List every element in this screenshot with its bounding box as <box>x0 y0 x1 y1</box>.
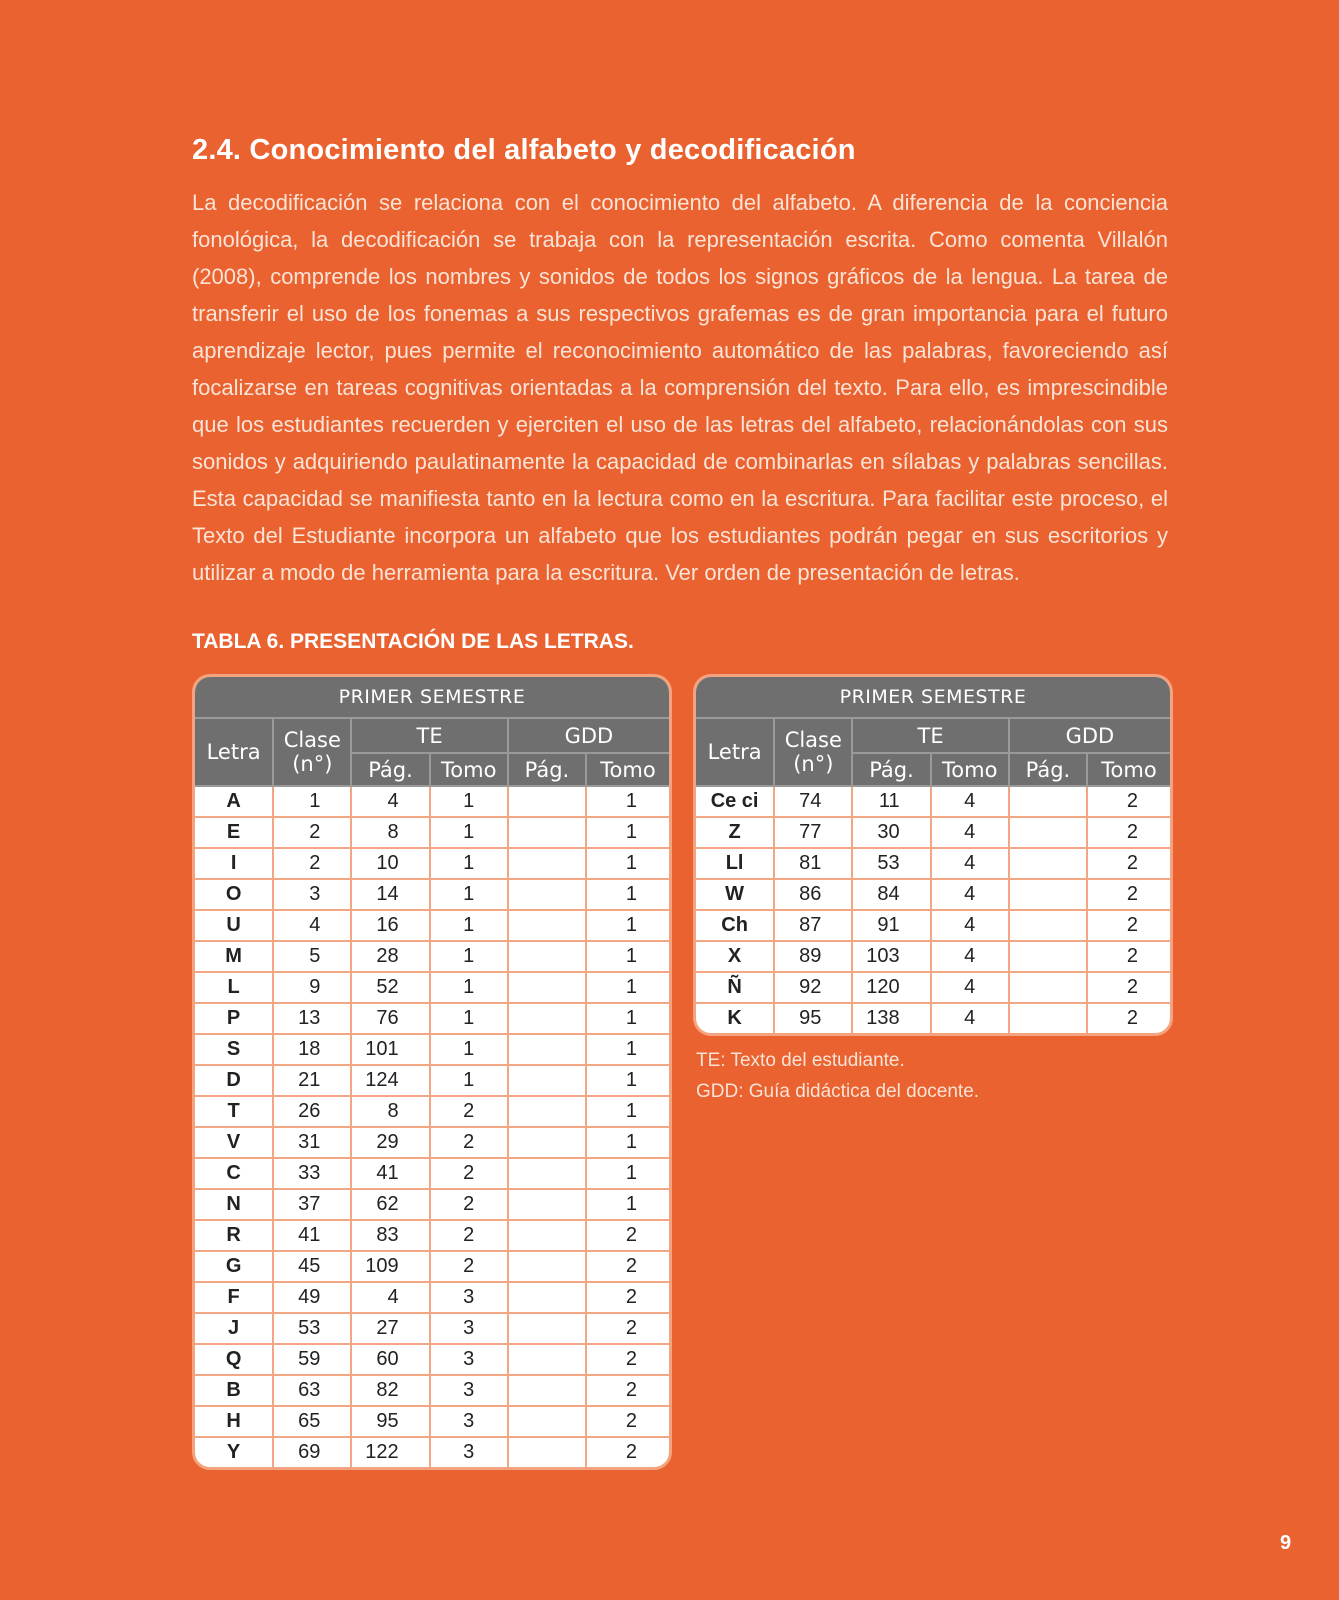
clase-label: Clase <box>283 728 341 752</box>
cell-clase: 87 <box>774 910 852 941</box>
table-row <box>696 1003 1170 1033</box>
table-row <box>195 879 669 910</box>
cell-gdd-pag <box>508 1127 586 1158</box>
cell-clase: 2 <box>273 817 351 848</box>
cell-clase: 26 <box>273 1096 351 1127</box>
cell-letra: J <box>195 1313 273 1344</box>
col-te-header: TE <box>351 718 507 753</box>
cell-te-tomo: 1 <box>430 848 508 879</box>
table-row <box>195 1313 669 1344</box>
table-row <box>195 1189 669 1220</box>
cell-gdd-tomo: 2 <box>586 1313 669 1344</box>
table-row <box>195 1034 669 1065</box>
col-te-pag-header: Pág. <box>351 753 429 786</box>
cell-te-tomo: 2 <box>430 1220 508 1251</box>
cell-gdd-pag <box>508 879 586 910</box>
cell-letra: D <box>195 1065 273 1096</box>
letters-table-left <box>192 674 672 1470</box>
cell-gdd-pag <box>508 1003 586 1034</box>
cell-te-pag: 91 <box>852 910 930 941</box>
cell-te-pag: 76 <box>351 1003 429 1034</box>
cell-gdd-pag <box>508 1437 586 1467</box>
cell-clase: 2 <box>273 848 351 879</box>
cell-te-pag: 8 <box>351 817 429 848</box>
clase-unit: (n°) <box>292 752 333 776</box>
cell-gdd-pag <box>508 1034 586 1065</box>
cell-gdd-pag <box>1009 786 1087 817</box>
cell-letra: A <box>195 786 273 817</box>
cell-gdd-tomo: 2 <box>586 1344 669 1375</box>
col-clase-header <box>273 718 351 786</box>
table-row <box>195 1127 669 1158</box>
cell-te-tomo: 3 <box>430 1437 508 1467</box>
cell-gdd-tomo: 2 <box>586 1406 669 1437</box>
cell-gdd-tomo: 1 <box>586 1189 669 1220</box>
col-letra-header: Letra <box>195 718 273 786</box>
cell-gdd-tomo: 1 <box>586 817 669 848</box>
cell-te-tomo: 4 <box>931 817 1009 848</box>
cell-te-tomo: 1 <box>430 1065 508 1096</box>
cell-te-pag: 124 <box>351 1065 429 1096</box>
cell-clase: 74 <box>774 786 852 817</box>
cell-te-pag: 53 <box>852 848 930 879</box>
cell-letra: C <box>195 1158 273 1189</box>
table-row <box>696 910 1170 941</box>
cell-clase: 92 <box>774 972 852 1003</box>
cell-gdd-pag <box>508 1375 586 1406</box>
cell-gdd-pag <box>1009 848 1087 879</box>
table-right-body <box>696 786 1170 1033</box>
cell-letra: I <box>195 848 273 879</box>
cell-te-pag: 4 <box>351 786 429 817</box>
cell-te-tomo: 1 <box>430 1003 508 1034</box>
cell-gdd-pag <box>1009 910 1087 941</box>
cell-te-tomo: 3 <box>430 1375 508 1406</box>
cell-clase: 9 <box>273 972 351 1003</box>
cell-clase: 63 <box>273 1375 351 1406</box>
cell-te-tomo: 2 <box>430 1096 508 1127</box>
cell-gdd-tomo: 2 <box>586 1282 669 1313</box>
cell-clase: 3 <box>273 879 351 910</box>
table-row <box>696 972 1170 1003</box>
cell-gdd-tomo: 2 <box>1087 910 1170 941</box>
cell-gdd-tomo: 2 <box>586 1437 669 1467</box>
cell-clase: 13 <box>273 1003 351 1034</box>
cell-te-tomo: 1 <box>430 941 508 972</box>
cell-clase: 65 <box>273 1406 351 1437</box>
table-row <box>195 972 669 1003</box>
cell-te-tomo: 3 <box>430 1313 508 1344</box>
cell-clase: 18 <box>273 1034 351 1065</box>
col-gdd-pag-header: Pág. <box>1009 753 1087 786</box>
table-row <box>195 910 669 941</box>
cell-gdd-tomo: 1 <box>586 1003 669 1034</box>
cell-clase: 5 <box>273 941 351 972</box>
cell-letra: K <box>696 1003 774 1033</box>
note-gdd: GDD: Guía didáctica del docente. <box>696 1081 980 1102</box>
table-row <box>195 1406 669 1437</box>
cell-te-pag: 41 <box>351 1158 429 1189</box>
cell-te-tomo: 4 <box>931 910 1009 941</box>
table-row <box>195 1437 669 1467</box>
cell-clase: 86 <box>774 879 852 910</box>
cell-gdd-tomo: 2 <box>1087 879 1170 910</box>
cell-gdd-tomo: 2 <box>1087 817 1170 848</box>
cell-clase: 41 <box>273 1220 351 1251</box>
cell-te-pag: 101 <box>351 1034 429 1065</box>
cell-te-tomo: 3 <box>430 1282 508 1313</box>
cell-letra: Ce ci <box>696 786 774 817</box>
table-caption: TABLA 6. PRESENTACIÓN DE LAS LETRAS. <box>192 630 634 653</box>
cell-clase: 95 <box>774 1003 852 1033</box>
cell-te-pag: 82 <box>351 1375 429 1406</box>
cell-te-pag: 16 <box>351 910 429 941</box>
cell-te-pag: 11 <box>852 786 930 817</box>
clase-label: Clase <box>784 728 842 752</box>
cell-letra: Ñ <box>696 972 774 1003</box>
cell-clase: 45 <box>273 1251 351 1282</box>
cell-te-pag: 103 <box>852 941 930 972</box>
cell-te-tomo: 4 <box>931 786 1009 817</box>
table-row <box>195 817 669 848</box>
cell-gdd-tomo: 1 <box>586 941 669 972</box>
col-gdd-pag-header: Pág. <box>508 753 586 786</box>
cell-gdd-tomo: 1 <box>586 910 669 941</box>
letters-table-right <box>693 674 1173 1036</box>
cell-gdd-tomo: 1 <box>586 1127 669 1158</box>
cell-gdd-pag <box>508 786 586 817</box>
col-gdd-header: GDD <box>508 718 669 753</box>
cell-clase: 89 <box>774 941 852 972</box>
table-row <box>195 848 669 879</box>
cell-gdd-pag <box>1009 1003 1087 1033</box>
cell-gdd-pag <box>508 910 586 941</box>
cell-te-tomo: 4 <box>931 879 1009 910</box>
cell-te-tomo: 3 <box>430 1344 508 1375</box>
cell-te-pag: 83 <box>351 1220 429 1251</box>
table-row <box>195 1251 669 1282</box>
table-row <box>195 1344 669 1375</box>
col-te-pag-header: Pág. <box>852 753 930 786</box>
cell-gdd-tomo: 2 <box>1087 1003 1170 1033</box>
cell-clase: 37 <box>273 1189 351 1220</box>
note-te: TE: Texto del estudiante. <box>696 1050 905 1071</box>
cell-te-pag: 120 <box>852 972 930 1003</box>
cell-gdd-pag <box>508 817 586 848</box>
cell-te-tomo: 1 <box>430 1034 508 1065</box>
cell-te-tomo: 2 <box>430 1158 508 1189</box>
cell-te-tomo: 2 <box>430 1251 508 1282</box>
cell-te-pag: 4 <box>351 1282 429 1313</box>
cell-te-pag: 14 <box>351 879 429 910</box>
cell-te-pag: 138 <box>852 1003 930 1033</box>
body-paragraph: La decodificación se relaciona con el conocimiento del alfabeto. A diferencia de la conciencia fonológica, la decodificación se trabaja con la representación escrita. Como comenta Villalón (2008), comprende los nombres y sonidos de todos los signos gráficos de la lengua. La tarea de transferir el uso de los fonemas a sus respectivos grafemas es de gran importancia para el futuro aprendizaje lector, pues permite el reconocimiento automático de las palabras, favoreciendo así focalizarse en tareas cognitivas orientadas a la comprensión del texto. Para ello, es imprescindible que los estudiantes recuerden y ejerciten el uso de las letras del alfabeto, relacionándolas con sus sonidos y adquiriendo paulatinamente la capacidad de combinarlas en sílabas y palabras sencillas. Esta capacidad se manifiesta tanto en la lectura como en la escritura. Para facilitar este proceso, el Texto del Estudiante incorpora un alfabeto que los estudiantes podrán pegar en sus escritorios y utilizar a modo de herramienta para la escritura. Ver orden de presentación de letras. <box>192 190 1168 585</box>
table-row <box>696 848 1170 879</box>
cell-te-pag: 29 <box>351 1127 429 1158</box>
cell-gdd-tomo: 2 <box>586 1251 669 1282</box>
cell-clase: 69 <box>273 1437 351 1467</box>
table-row <box>696 879 1170 910</box>
cell-gdd-tomo: 1 <box>586 786 669 817</box>
cell-gdd-pag <box>1009 941 1087 972</box>
semester-header: PRIMER SEMESTRE <box>195 677 669 718</box>
cell-letra: P <box>195 1003 273 1034</box>
cell-gdd-pag <box>508 1065 586 1096</box>
cell-gdd-tomo: 2 <box>1087 786 1170 817</box>
cell-clase: 21 <box>273 1065 351 1096</box>
cell-gdd-tomo: 1 <box>586 972 669 1003</box>
cell-gdd-pag <box>508 1220 586 1251</box>
cell-letra: B <box>195 1375 273 1406</box>
cell-letra: M <box>195 941 273 972</box>
cell-te-tomo: 3 <box>430 1406 508 1437</box>
table-row <box>195 1220 669 1251</box>
cell-gdd-pag <box>1009 879 1087 910</box>
cell-te-tomo: 1 <box>430 786 508 817</box>
cell-letra: Ch <box>696 910 774 941</box>
cell-te-pag: 28 <box>351 941 429 972</box>
cell-letra: W <box>696 879 774 910</box>
col-letra-header: Letra <box>696 718 774 786</box>
col-clase-header <box>774 718 852 786</box>
cell-te-pag: 62 <box>351 1189 429 1220</box>
cell-clase: 1 <box>273 786 351 817</box>
cell-letra: S <box>195 1034 273 1065</box>
cell-te-tomo: 4 <box>931 941 1009 972</box>
cell-letra: U <box>195 910 273 941</box>
clase-unit: (n°) <box>793 752 834 776</box>
cell-te-pag: 60 <box>351 1344 429 1375</box>
cell-te-pag: 52 <box>351 972 429 1003</box>
col-te-tomo-header: Tomo <box>430 753 508 786</box>
table-row <box>696 817 1170 848</box>
cell-gdd-tomo: 1 <box>586 1065 669 1096</box>
col-gdd-header: GDD <box>1009 718 1170 753</box>
cell-gdd-pag <box>508 941 586 972</box>
cell-te-pag: 122 <box>351 1437 429 1467</box>
cell-letra: F <box>195 1282 273 1313</box>
cell-te-tomo: 2 <box>430 1127 508 1158</box>
cell-letra: G <box>195 1251 273 1282</box>
cell-letra: O <box>195 879 273 910</box>
table-left-body <box>195 786 669 1467</box>
cell-gdd-tomo: 2 <box>1087 972 1170 1003</box>
cell-te-tomo: 4 <box>931 848 1009 879</box>
cell-gdd-pag <box>508 1251 586 1282</box>
cell-letra: Z <box>696 817 774 848</box>
table-row <box>195 786 669 817</box>
table-row <box>195 1375 669 1406</box>
cell-gdd-pag <box>508 1313 586 1344</box>
cell-gdd-pag <box>508 1344 586 1375</box>
table-row <box>195 1158 669 1189</box>
cell-gdd-tomo: 2 <box>586 1375 669 1406</box>
cell-letra: Ll <box>696 848 774 879</box>
cell-gdd-pag <box>508 972 586 1003</box>
semester-header: PRIMER SEMESTRE <box>696 677 1170 718</box>
table-row <box>696 786 1170 817</box>
cell-letra: X <box>696 941 774 972</box>
cell-gdd-pag <box>508 848 586 879</box>
table-row <box>195 1003 669 1034</box>
cell-clase: 53 <box>273 1313 351 1344</box>
cell-letra: N <box>195 1189 273 1220</box>
table-row <box>195 1096 669 1127</box>
cell-letra: Q <box>195 1344 273 1375</box>
cell-clase: 59 <box>273 1344 351 1375</box>
cell-te-tomo: 1 <box>430 972 508 1003</box>
cell-gdd-tomo: 2 <box>1087 941 1170 972</box>
cell-te-pag: 109 <box>351 1251 429 1282</box>
cell-te-pag: 27 <box>351 1313 429 1344</box>
cell-gdd-tomo: 1 <box>586 1096 669 1127</box>
cell-letra: L <box>195 972 273 1003</box>
section-title: 2.4. Conocimiento del alfabeto y decodificación <box>192 134 856 166</box>
cell-letra: E <box>195 817 273 848</box>
cell-letra: H <box>195 1406 273 1437</box>
cell-te-tomo: 1 <box>430 879 508 910</box>
cell-clase: 49 <box>273 1282 351 1313</box>
cell-gdd-tomo: 1 <box>586 1034 669 1065</box>
table-row <box>195 941 669 972</box>
cell-clase: 81 <box>774 848 852 879</box>
cell-te-tomo: 1 <box>430 817 508 848</box>
cell-te-tomo: 4 <box>931 1003 1009 1033</box>
cell-gdd-tomo: 2 <box>586 1220 669 1251</box>
col-te-header: TE <box>852 718 1008 753</box>
table-row <box>195 1065 669 1096</box>
cell-gdd-pag <box>508 1282 586 1313</box>
col-gdd-tomo-header: Tomo <box>1087 753 1170 786</box>
cell-te-tomo: 4 <box>931 972 1009 1003</box>
cell-letra: T <box>195 1096 273 1127</box>
cell-clase: 4 <box>273 910 351 941</box>
cell-gdd-pag <box>1009 972 1087 1003</box>
cell-gdd-tomo: 1 <box>586 848 669 879</box>
table-row <box>696 941 1170 972</box>
cell-gdd-pag <box>508 1406 586 1437</box>
cell-te-pag: 30 <box>852 817 930 848</box>
cell-te-pag: 10 <box>351 848 429 879</box>
cell-gdd-tomo: 1 <box>586 879 669 910</box>
cell-te-tomo: 1 <box>430 910 508 941</box>
cell-gdd-pag <box>508 1096 586 1127</box>
cell-gdd-pag <box>508 1158 586 1189</box>
cell-te-pag: 84 <box>852 879 930 910</box>
cell-letra: Y <box>195 1437 273 1467</box>
cell-letra: V <box>195 1127 273 1158</box>
cell-clase: 77 <box>774 817 852 848</box>
cell-gdd-tomo: 2 <box>1087 848 1170 879</box>
cell-clase: 31 <box>273 1127 351 1158</box>
col-te-tomo-header: Tomo <box>931 753 1009 786</box>
cell-gdd-pag <box>1009 817 1087 848</box>
cell-gdd-pag <box>508 1189 586 1220</box>
page-number: 9 <box>1280 1532 1292 1554</box>
cell-clase: 33 <box>273 1158 351 1189</box>
col-gdd-tomo-header: Tomo <box>586 753 669 786</box>
cell-te-pag: 8 <box>351 1096 429 1127</box>
cell-te-pag: 95 <box>351 1406 429 1437</box>
table-row <box>195 1282 669 1313</box>
cell-te-tomo: 2 <box>430 1189 508 1220</box>
cell-letra: R <box>195 1220 273 1251</box>
cell-gdd-tomo: 1 <box>586 1158 669 1189</box>
